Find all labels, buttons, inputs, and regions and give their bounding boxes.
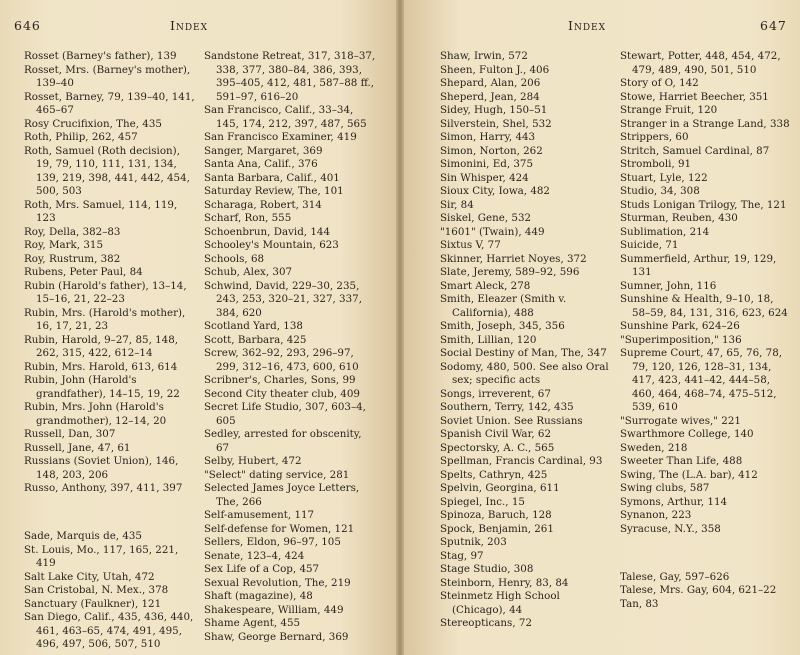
- index-entry: Self-amusement, 117: [204, 509, 315, 521]
- index-entry: Smith, Lillian, 120: [440, 333, 537, 346]
- index-entry: Spelts, Cathryn, 425: [440, 468, 548, 481]
- index-entry: Sidey, Hugh, 150–51: [440, 104, 548, 116]
- index-entry: Rubin, Mrs. John (Harold's grandmother), 12–14, 20: [24, 401, 167, 427]
- index-entry: Sheen, Fulton J., 406: [440, 63, 550, 76]
- index-entry: Sturman, Reuben, 430: [620, 212, 738, 224]
- right-page: [400, 0, 800, 655]
- index-entry: Roth, Samuel (Roth decision), 19, 79, 110, 111, 131, 134, 139, 219, 398, 441, 442, 454, 500, 503: [24, 144, 190, 197]
- index-entry: Sir, 84: [440, 198, 474, 211]
- index-entry: Santa Ana, Calif., 376: [204, 158, 318, 170]
- index-entry: Sade, Marquis de, 435: [24, 530, 142, 543]
- index-entry: Selected James Joyce Letters, The, 266: [204, 482, 360, 508]
- index-entry: Sin Whisper, 424: [440, 171, 529, 184]
- running-header: Index: [170, 18, 209, 33]
- index-entry: Stritch, Samuel Cardinal, 87: [620, 144, 770, 157]
- running-header: Index: [568, 18, 607, 33]
- index-entry: Synanon, 223: [620, 509, 692, 521]
- index-entry: Studio, 34, 308: [620, 185, 700, 197]
- index-entry: Sputnik, 203: [440, 536, 507, 548]
- index-entry: Sanger, Margaret, 369: [204, 144, 323, 157]
- index-entry: Sublimation, 214: [620, 225, 710, 238]
- index-entry: Steinmetz High School (Chicago), 44: [440, 590, 560, 616]
- index-entry: Symons, Arthur, 114: [620, 495, 728, 508]
- index-entry: Sex Life of a Cop, 457: [204, 563, 320, 575]
- index-entry: Simon, Norton, 262: [440, 144, 543, 157]
- index-entry: Russell, Dan, 307: [24, 428, 116, 440]
- index-entry: Sixtus V, 77: [440, 239, 501, 251]
- index-entry: Studs Lonigan Trilogy, The, 121: [620, 198, 787, 211]
- index-entry: Social Destiny of Man, The, 347: [440, 347, 607, 359]
- index-entry: Slate, Jeremy, 589–92, 596: [440, 266, 580, 278]
- index-entry: St. Louis, Mo., 117, 165, 221, 419: [24, 543, 179, 570]
- index-entry: Sunshine & Health, 9–10, 18, 58–59, 84, 131, 316, 623, 624: [620, 293, 788, 319]
- index-entry: Secret Life Studio, 307, 603–4, 605: [204, 401, 366, 427]
- index-entry: Supreme Court, 47, 65, 76, 78, 79, 120, 126, 128–31, 134, 417, 423, 441–42, 444–58, 460, 464, 468–74, 475–512, 539, 610: [620, 347, 783, 413]
- index-entry: Steinborn, Henry, 83, 84: [440, 576, 569, 589]
- index-entry: Sunshine Park, 624–26: [620, 320, 740, 332]
- index-entry: Stowe, Harriet Beecher, 351: [620, 90, 769, 103]
- index-entry: Sexual Revolution, The, 219: [204, 576, 351, 589]
- index-entry: Stromboli, 91: [620, 158, 692, 170]
- index-entry: Songs, irreverent, 67: [440, 387, 551, 400]
- index-entry: Sellers, Eldon, 96–97, 105: [204, 536, 341, 548]
- index-entry: Russell, Jane, 47, 61: [24, 441, 131, 454]
- book-gutter: [396, 0, 404, 655]
- index-entry: Scott, Barbara, 425: [204, 333, 307, 346]
- index-entry: Roth, Philip, 262, 457: [24, 131, 138, 143]
- index-entry: Self-defense for Women, 121: [204, 522, 355, 535]
- index-entry: Simon, Harry, 443: [440, 131, 536, 143]
- index-entry: Skinner, Harriet Noyes, 372: [440, 252, 587, 265]
- index-entry: Shaw, Irwin, 572: [440, 50, 528, 62]
- index-entry: Stewart, Potter, 448, 454, 472, 479, 489, 490, 501, 510: [620, 50, 781, 76]
- index-entry: Schwind, David, 229–30, 235, 243, 253, 320–21, 327, 337, 384, 620: [204, 279, 362, 319]
- index-entry: Stage Studio, 308: [440, 563, 534, 575]
- index-entry: San Diego, Calif., 435, 436, 440, 461, 463–65, 474, 491, 495, 496, 497, 506, 507, 510: [24, 611, 194, 651]
- index-entry: Rubens, Peter Paul, 84: [24, 266, 143, 278]
- index-entry: Rosset, Mrs. (Barney's mother), 139–40: [24, 63, 191, 89]
- index-entry: Swing, The (L.A. bar), 412: [620, 468, 758, 481]
- index-entry: Salt Lake City, Utah, 472: [24, 570, 155, 583]
- index-entry: Scharaga, Robert, 314: [204, 198, 322, 211]
- letter-group-gap: [24, 506, 196, 520]
- index-entry: Strange Fruit, 120: [620, 104, 718, 116]
- index-entry: Schub, Alex, 307: [204, 266, 293, 278]
- index-entry: Sumner, John, 116: [620, 279, 717, 292]
- index-entry: Soviet Union. See Russians: [440, 414, 583, 427]
- index-entry: Rubin, John (Harold's grandfather), 14–15, 19, 22: [24, 374, 180, 400]
- index-column: [440, 50, 612, 631]
- index-column: [620, 50, 792, 611]
- index-entry: Spelvin, Georgina, 611: [440, 482, 560, 494]
- index-entry: Sodomy, 480, 500. See also Oral sex; specific acts: [440, 360, 609, 386]
- index-entry: Roy, Della, 382–83: [24, 225, 121, 238]
- index-entry: Smith, Eleazer (Smith v. California), 488: [440, 293, 567, 319]
- index-entry: Shakespeare, William, 449: [204, 603, 344, 616]
- index-entry: Scribner's, Charles, Sons, 99: [204, 374, 356, 386]
- index-entry: Scharf, Ron, 555: [204, 212, 292, 224]
- letter-group-gap: [620, 546, 792, 560]
- index-entry: Stranger in a Strange Land, 338: [620, 117, 790, 130]
- index-entry: Smart Aleck, 278: [440, 279, 531, 292]
- index-entry: Talese, Gay, 597–626: [620, 570, 730, 583]
- index-entry: Spiegel, Inc., 15: [440, 495, 525, 508]
- index-entry: Russians (Soviet Union), 146, 148, 203, 206: [24, 455, 179, 481]
- index-entry: Rubin, Harold, 9–27, 85, 148, 262, 315, 422, 612–14: [24, 333, 179, 359]
- index-entry: Sedley, arrested for obscenity, 67: [204, 428, 362, 454]
- index-entry: San Francisco Examiner, 419: [204, 131, 357, 143]
- index-entry: Spinoza, Baruch, 128: [440, 509, 552, 521]
- index-entry: Sioux City, Iowa, 482: [440, 185, 550, 197]
- index-entry: Sanctuary (Faulkner), 121: [24, 597, 162, 610]
- index-entry: Rubin (Harold's father), 13–14, 15–16, 21, 22–23: [24, 279, 187, 305]
- index-entry: Spanish Civil War, 62: [440, 428, 552, 440]
- index-entry: Schooley's Mountain, 623: [204, 239, 339, 251]
- index-entry: Syracuse, N.Y., 358: [620, 522, 721, 535]
- index-entry: Southern, Terry, 142, 435: [440, 401, 574, 413]
- index-entry: Rubin, Mrs. Harold, 613, 614: [24, 360, 178, 373]
- index-entry: Siskel, Gene, 532: [440, 212, 532, 224]
- index-entry: Roy, Mark, 315: [24, 239, 103, 251]
- index-entry: Swing clubs, 587: [620, 482, 710, 494]
- index-entry: Stereopticans, 72: [440, 617, 532, 629]
- index-entry: Spellman, Francis Cardinal, 93: [440, 455, 603, 467]
- index-entry: Shepard, Alan, 206: [440, 77, 541, 89]
- index-entry: Roth, Mrs. Samuel, 114, 119, 123: [24, 198, 178, 224]
- index-entry: Senate, 123–4, 424: [204, 549, 305, 562]
- index-entry: Russo, Anthony, 397, 411, 397: [24, 482, 183, 494]
- index-entry: Schools, 68: [204, 252, 265, 265]
- index-entry: Story of O, 142: [620, 77, 699, 89]
- index-entry: "Superimposition," 136: [620, 333, 742, 346]
- index-entry: Rosy Crucifixion, The, 435: [24, 117, 162, 130]
- index-entry: Sheperd, Jean, 284: [440, 90, 540, 103]
- index-entry: Talese, Mrs. Gay, 604, 621–22: [620, 584, 777, 597]
- index-entry: Summerfield, Arthur, 19, 129, 131: [620, 252, 777, 278]
- index-entry: Spock, Benjamin, 261: [440, 522, 554, 535]
- index-entry: Shaft (magazine), 48: [204, 590, 313, 602]
- index-entry: Roy, Rustrum, 382: [24, 252, 121, 265]
- index-entry: Saturday Review, The, 101: [204, 185, 344, 197]
- index-entry: Schoenbrun, David, 144: [204, 225, 330, 238]
- page-number: 646: [14, 18, 41, 33]
- index-entry: Second City theater club, 409: [204, 387, 360, 400]
- index-entry: "1601" (Twain), 449: [440, 225, 545, 238]
- index-entry: Spectorsky, A. C., 565: [440, 441, 555, 454]
- index-column: [204, 50, 376, 644]
- index-entry: Simonini, Ed, 375: [440, 158, 534, 170]
- index-entry: San Cristobal, N. Mex., 378: [24, 584, 169, 597]
- index-entry: Screw, 362–92, 293, 296–97, 299, 312–16, 473, 600, 610: [204, 347, 359, 373]
- index-entry: Sweeter Than Life, 488: [620, 455, 743, 467]
- index-entry: Shame Agent, 455: [204, 617, 301, 629]
- index-entry: Sweden, 218: [620, 441, 688, 454]
- index-entry: Silverstein, Shel, 532: [440, 117, 552, 130]
- index-entry: Suicide, 71: [620, 239, 679, 251]
- index-entry: Swarthmore College, 140: [620, 428, 754, 440]
- index-entry: "Surrogate wives," 221: [620, 414, 741, 427]
- index-entry: Shaw, George Bernard, 369: [204, 630, 349, 643]
- index-entry: Santa Barbara, Calif., 401: [204, 171, 340, 184]
- index-entry: Strippers, 60: [620, 131, 689, 143]
- index-entry: Rosset (Barney's father), 139: [24, 50, 177, 62]
- index-entry: Scotland Yard, 138: [204, 320, 303, 332]
- index-entry: Rubin, Mrs. (Harold's mother), 16, 17, 21, 23: [24, 306, 186, 332]
- page-number: 647: [760, 18, 787, 33]
- index-entry: "Select" dating service, 281: [204, 468, 350, 481]
- index-entry: Smith, Joseph, 345, 356: [440, 320, 565, 332]
- index-entry: Selby, Hubert, 472: [204, 455, 302, 467]
- index-entry: San Francisco, Calif., 33–34, 145, 174, 212, 397, 487, 565: [204, 104, 367, 130]
- index-entry: Stuart, Lyle, 122: [620, 171, 708, 184]
- index-entry: Tan, 83: [620, 597, 659, 610]
- index-entry: Sandstone Retreat, 317, 318–37, 338, 377, 380–84, 386, 393, 395–405, 412, 481, 587–88 ff., 591–97, 616–20: [204, 50, 376, 103]
- index-column: [24, 50, 196, 652]
- index-entry: Stag, 97: [440, 549, 484, 562]
- index-entry: Rosset, Barney, 79, 139–40, 141, 465–67: [24, 90, 195, 116]
